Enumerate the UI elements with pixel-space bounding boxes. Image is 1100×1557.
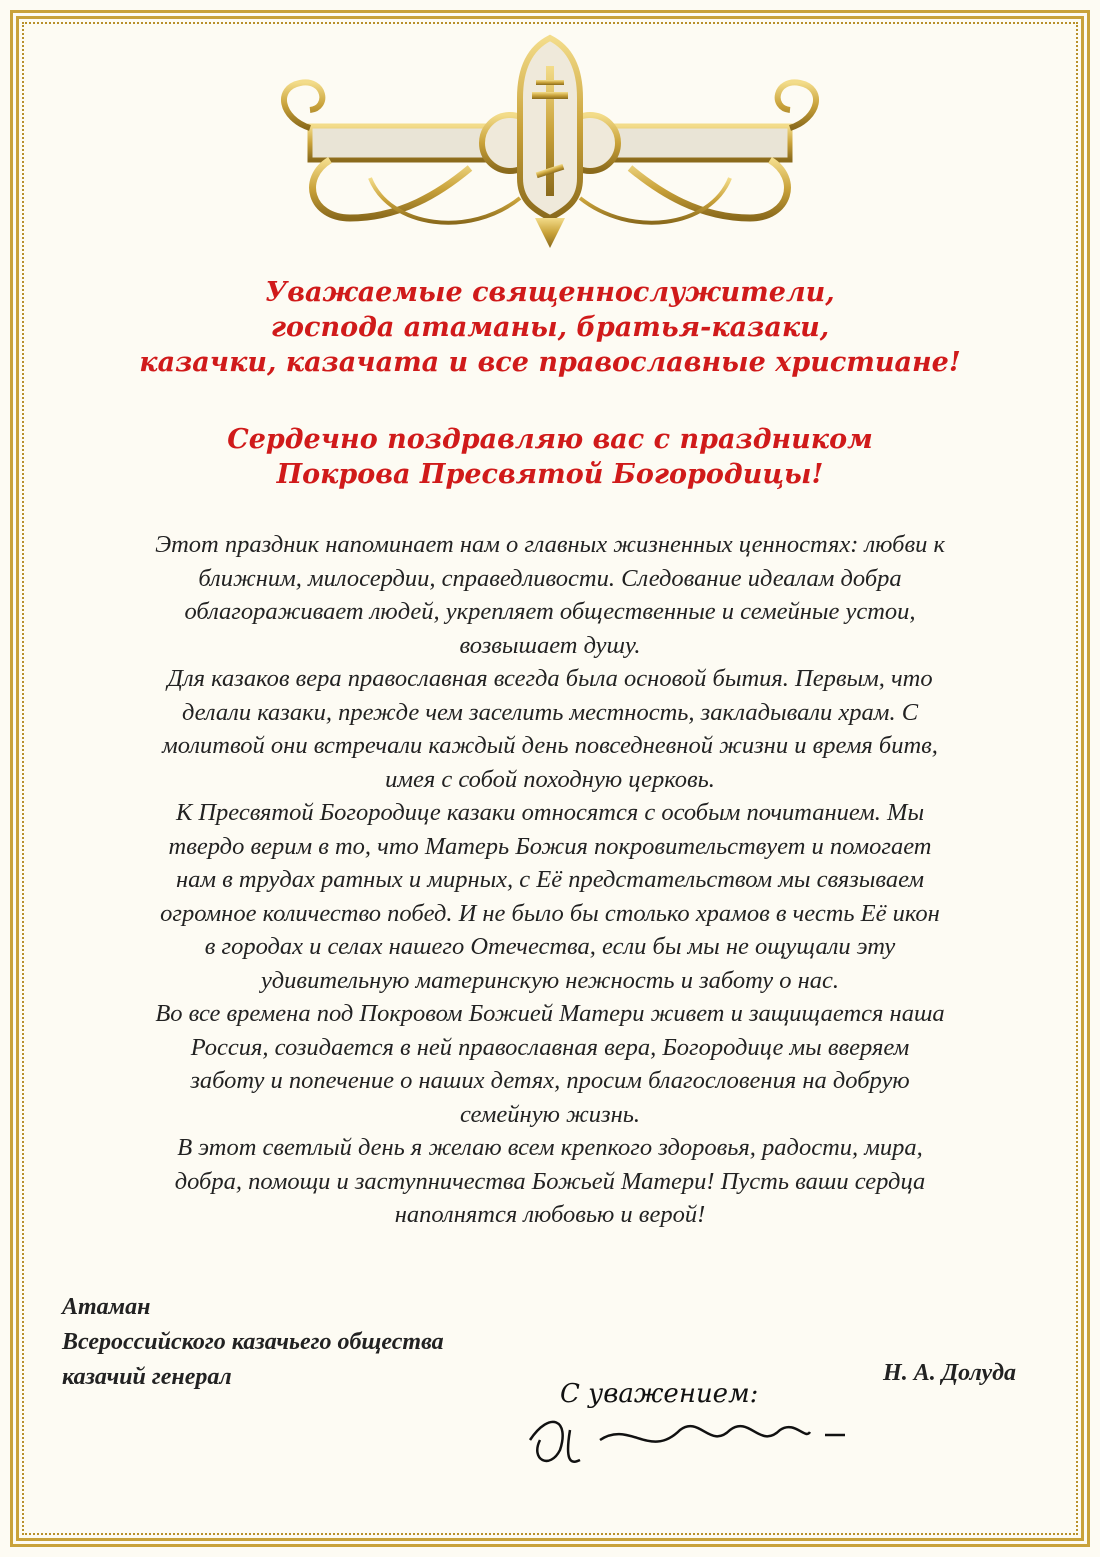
signatory-title	[62, 1290, 444, 1395]
signatory-title-line: Всероссийского казачьего общества	[62, 1329, 444, 1355]
salutation-line: Уважаемые священнослужители,	[265, 277, 835, 308]
body-line: семейную жизнь.	[459, 1100, 641, 1128]
greeting-line: Сердечно поздравляю вас с праздником	[227, 424, 873, 455]
body-line: добра, помощи и заступничества Божьей Матери! Пусть ваши сердца	[174, 1167, 926, 1195]
letter-body	[55, 528, 1045, 1232]
body-line: ближним, милосердии, справедливости. Следование идеалам добра	[198, 564, 902, 592]
body-line: Этот праздник напоминает нам о главных жизненных ценностях: любви к	[155, 531, 945, 558]
body-line: возвышает душу.	[459, 631, 641, 659]
handwritten-signature	[510, 1370, 860, 1480]
body-line: К Пресвятой Богородице казаки относятся с особым почитанием. Мы	[175, 799, 925, 826]
body-line: заботу и попечение о наших детях, просим благословения на добрую	[190, 1067, 910, 1094]
signatory-title-line: Атаман	[62, 1294, 151, 1320]
body-line: огромное количество побед. И не было бы столько храмов в честь Её икон	[160, 899, 940, 927]
salutation-heading	[0, 275, 1100, 380]
greeting-heading	[0, 422, 1100, 492]
body-line: в городах и селах нашего Отечества, если бы мы не ощущали эту	[204, 933, 896, 960]
signature-greeting: С уважением:	[560, 1379, 759, 1409]
body-line: наполнятся любовью и верой!	[394, 1201, 706, 1228]
signatory-title-line: казачий генерал	[62, 1364, 232, 1390]
body-line: удивительную материнскую нежность и заботу о нас.	[260, 966, 839, 994]
orthodox-cross-ornament-icon	[270, 28, 830, 258]
signatory-name: Н. А. Долуда	[883, 1360, 1016, 1386]
salutation-line: казачки, казачата и все православные христиане!	[139, 347, 961, 378]
body-line: В этот светлый день я желаю всем крепкого здоровья, радости, мира,	[177, 1134, 923, 1161]
salutation-line: господа атаманы, братья-казаки,	[270, 312, 830, 343]
body-line: имея с собой походную церковь.	[385, 765, 715, 793]
body-line: Россия, созидается в ней православная вера, Богородице мы вверяем	[190, 1033, 910, 1061]
body-line: облагораживает людей, укрепляет общественные и семейные устои,	[184, 598, 916, 625]
greeting-line: Покрова Пресвятой Богородицы!	[276, 459, 824, 490]
body-line: нам в трудах ратных и мирных, с Её предстательством мы связываем	[176, 866, 924, 893]
body-line: Для казаков вера православная всегда была основой бытия. Первым, что	[167, 665, 933, 692]
body-line: делали казаки, прежде чем заселить местность, закладывали храм. С	[181, 698, 919, 726]
body-line: молитвой они встречали каждый день повседневной жизни и время битв,	[162, 732, 938, 759]
body-line: твердо верим в то, что Матерь Божия покровительствует и помогает	[168, 832, 932, 860]
body-line: Во все времена под Покровом Божией Матери живет и защищается наша	[155, 1000, 945, 1027]
